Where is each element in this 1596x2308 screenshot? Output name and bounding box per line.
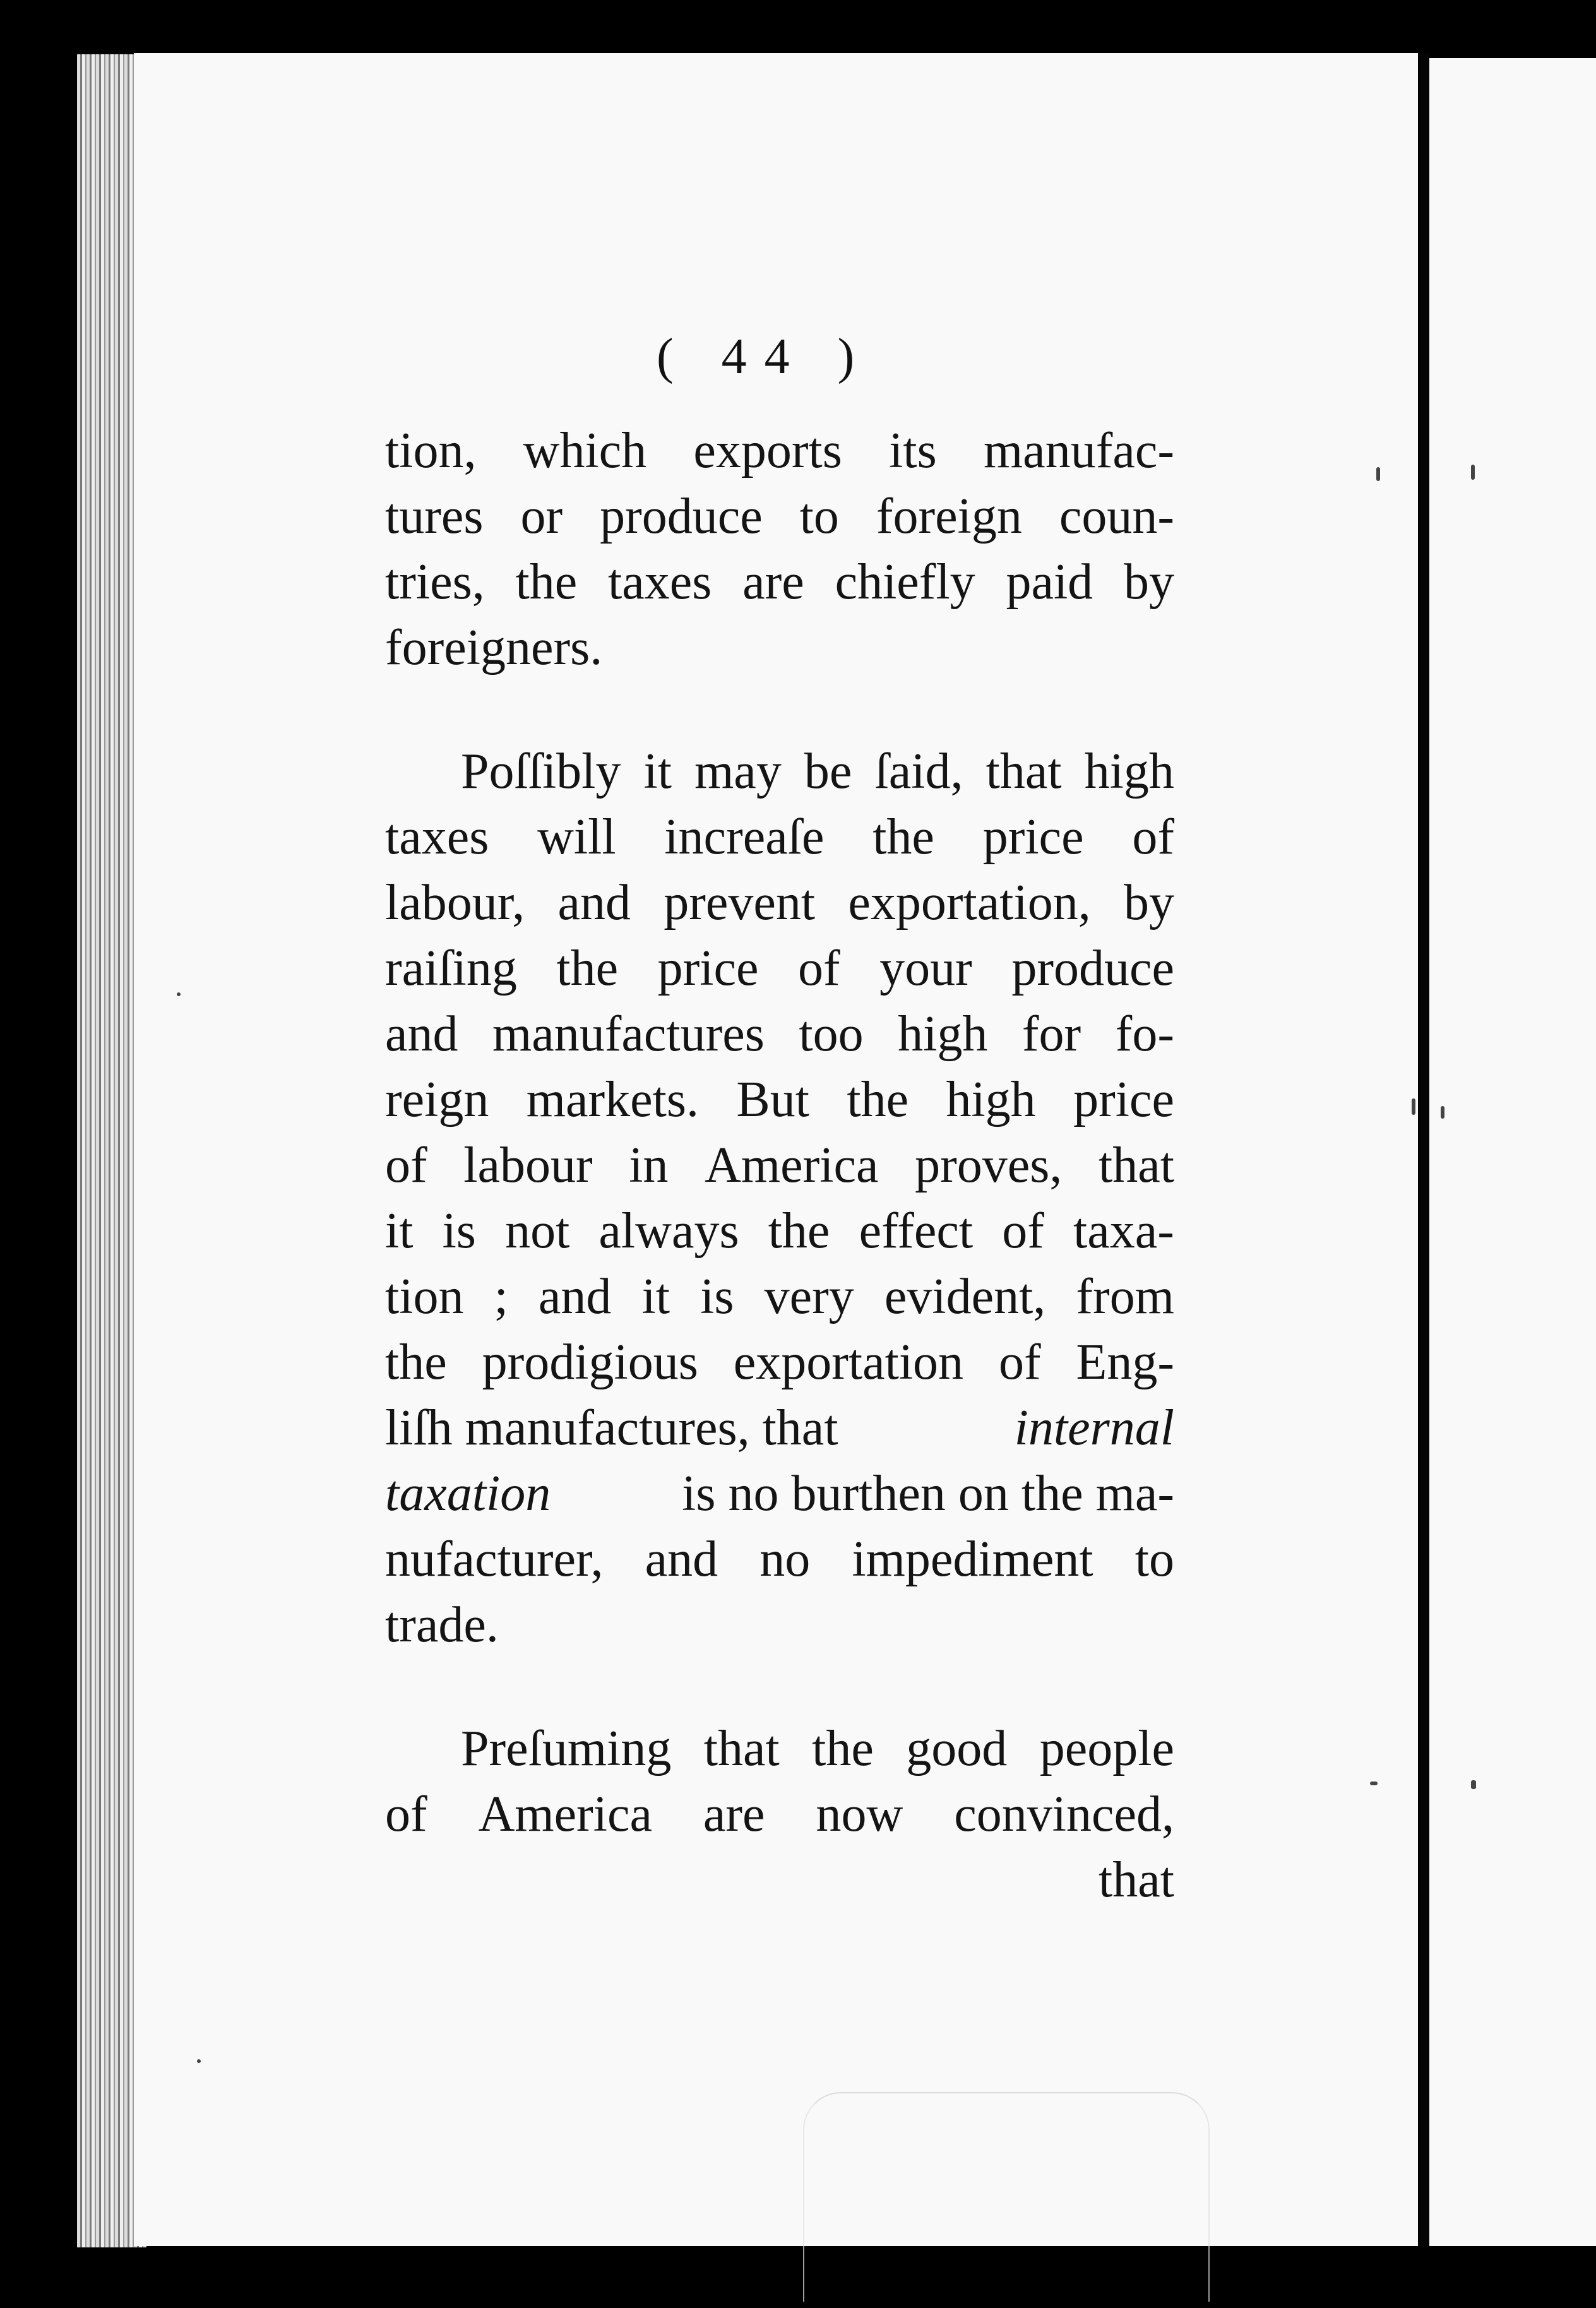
text-run: is no burthen on the ma- [682, 1466, 1174, 1521]
text-line-with-italic [385, 1395, 1174, 1461]
word: are [742, 554, 804, 610]
word: of [385, 1787, 427, 1842]
word: tries, [385, 554, 485, 610]
word: it [641, 1269, 670, 1324]
word: now [816, 1787, 903, 1842]
text-line [385, 1067, 1174, 1133]
word: is [700, 1269, 734, 1324]
word: which [523, 423, 647, 479]
word: tion [385, 1269, 464, 1324]
word: of [798, 941, 840, 996]
word: are [703, 1787, 765, 1842]
word: fo- [1115, 1006, 1174, 1062]
word: no [759, 1532, 811, 1587]
word: prodigious [482, 1335, 698, 1390]
word: Preſuming [461, 1721, 672, 1776]
text-line [385, 804, 1174, 870]
word: people [1039, 1721, 1174, 1776]
word: labour, [385, 875, 525, 931]
word: of [1132, 809, 1174, 865]
word: effect [859, 1203, 974, 1259]
text-line [385, 1133, 1174, 1198]
word: price [657, 941, 759, 996]
paper-fold-mark [803, 2092, 1210, 2302]
word: by [1123, 875, 1174, 931]
paragraph-3 [385, 1716, 1174, 1913]
word: raiſing [385, 941, 517, 996]
word: the [847, 1072, 909, 1127]
word: high [946, 1072, 1036, 1127]
word: labour [463, 1138, 593, 1193]
word: high [898, 1006, 988, 1062]
paragraph-2 [385, 739, 1174, 1658]
text-line [385, 1001, 1174, 1067]
word: of [1002, 1203, 1044, 1259]
word: tures [385, 489, 484, 544]
word: Poſſibly [461, 744, 621, 799]
word: that [703, 1721, 780, 1776]
italic-term: taxation [385, 1466, 551, 1521]
word: America [705, 1138, 879, 1193]
page-body [385, 418, 1174, 1913]
word: and [385, 1006, 458, 1062]
word: from [1076, 1269, 1174, 1324]
word: to [799, 489, 839, 544]
print-speck [1471, 1780, 1476, 1789]
word: your [879, 941, 972, 996]
text-line [385, 1782, 1174, 1847]
word: in [629, 1138, 669, 1193]
word: Eng- [1076, 1335, 1174, 1390]
print-speck [1471, 465, 1475, 480]
word: America [478, 1787, 652, 1842]
word: high [1084, 744, 1174, 799]
book-gutter [1418, 53, 1429, 2246]
word: or [520, 489, 563, 544]
word: it [643, 744, 672, 799]
word: may [694, 744, 782, 799]
text-line [385, 1716, 1174, 1782]
word: too [799, 1006, 864, 1062]
text-line-with-italic [385, 1461, 1174, 1526]
word: very [764, 1269, 854, 1324]
word: markets. [526, 1072, 699, 1127]
word: increaſe [664, 809, 825, 865]
page-number: ( 44 ) [657, 329, 872, 384]
word: taxes [385, 809, 489, 865]
italic-term: internal [1014, 1400, 1174, 1456]
word: the [872, 809, 934, 865]
word: good [906, 1721, 1008, 1776]
word: coun- [1059, 489, 1174, 544]
print-speck [1370, 1782, 1378, 1785]
word: impediment [852, 1532, 1093, 1587]
word: ſaid, [874, 744, 963, 799]
word: taxes [608, 554, 712, 610]
word: always [598, 1203, 739, 1259]
word: produce [1011, 941, 1174, 996]
print-speck [1376, 467, 1380, 481]
facing-page [1429, 58, 1596, 2246]
word: exports [693, 423, 842, 479]
word: to [1134, 1532, 1174, 1587]
text-line [385, 1198, 1174, 1264]
word: that [1098, 1138, 1174, 1193]
text-line [385, 1526, 1174, 1592]
text-run: liſh manufactures, that [385, 1400, 838, 1456]
word: convinced, [954, 1787, 1174, 1842]
word: the [385, 1335, 447, 1390]
word: ; [494, 1269, 508, 1324]
word: that [986, 744, 1062, 799]
word: will [537, 809, 616, 865]
word: proves, [915, 1138, 1063, 1193]
print-speck [197, 2059, 201, 2063]
text-line [385, 418, 1174, 484]
word: of [998, 1335, 1041, 1390]
word: exportation [733, 1335, 964, 1390]
text-line [385, 739, 1174, 804]
text-line [385, 484, 1174, 549]
word: exportation, [848, 875, 1091, 931]
text-line: trade. [385, 1597, 499, 1653]
word: it [385, 1203, 414, 1259]
word: nufacturer, [385, 1532, 604, 1587]
word: for [1021, 1006, 1081, 1062]
word: its [889, 423, 937, 479]
word: reign [385, 1072, 489, 1127]
word: manufac- [983, 423, 1174, 479]
word: paid [1006, 554, 1093, 610]
text-line: foreigners. [385, 620, 603, 675]
word: price [1073, 1072, 1174, 1127]
text-line [385, 1329, 1174, 1395]
word: taxa- [1073, 1203, 1174, 1259]
print-speck [177, 992, 181, 996]
word: the [768, 1203, 830, 1259]
word: foreign [876, 489, 1022, 544]
word: prevent [664, 875, 816, 931]
text-line [385, 549, 1174, 615]
word: and [645, 1532, 718, 1587]
word: of [385, 1138, 427, 1193]
word: tion, [385, 423, 477, 479]
text-line [385, 1264, 1174, 1329]
word: manufactures [492, 1006, 765, 1062]
word: chiefly [835, 554, 975, 610]
word: and [557, 875, 631, 931]
word: But [736, 1072, 809, 1127]
word: not [505, 1203, 570, 1259]
print-speck [1441, 1106, 1444, 1119]
word: the [556, 941, 619, 996]
paragraph-1 [385, 418, 1174, 681]
text-line [385, 870, 1174, 936]
word: the [515, 554, 578, 610]
word: evident, [884, 1269, 1046, 1324]
text-line [385, 936, 1174, 1001]
catchword: that [1099, 1852, 1174, 1908]
word: price [982, 809, 1084, 865]
word: is [442, 1203, 476, 1259]
word: the [812, 1721, 874, 1776]
word: and [538, 1269, 612, 1324]
word: by [1123, 554, 1174, 610]
word: produce [600, 489, 763, 544]
print-speck [1412, 1098, 1415, 1115]
word: be [804, 744, 852, 799]
